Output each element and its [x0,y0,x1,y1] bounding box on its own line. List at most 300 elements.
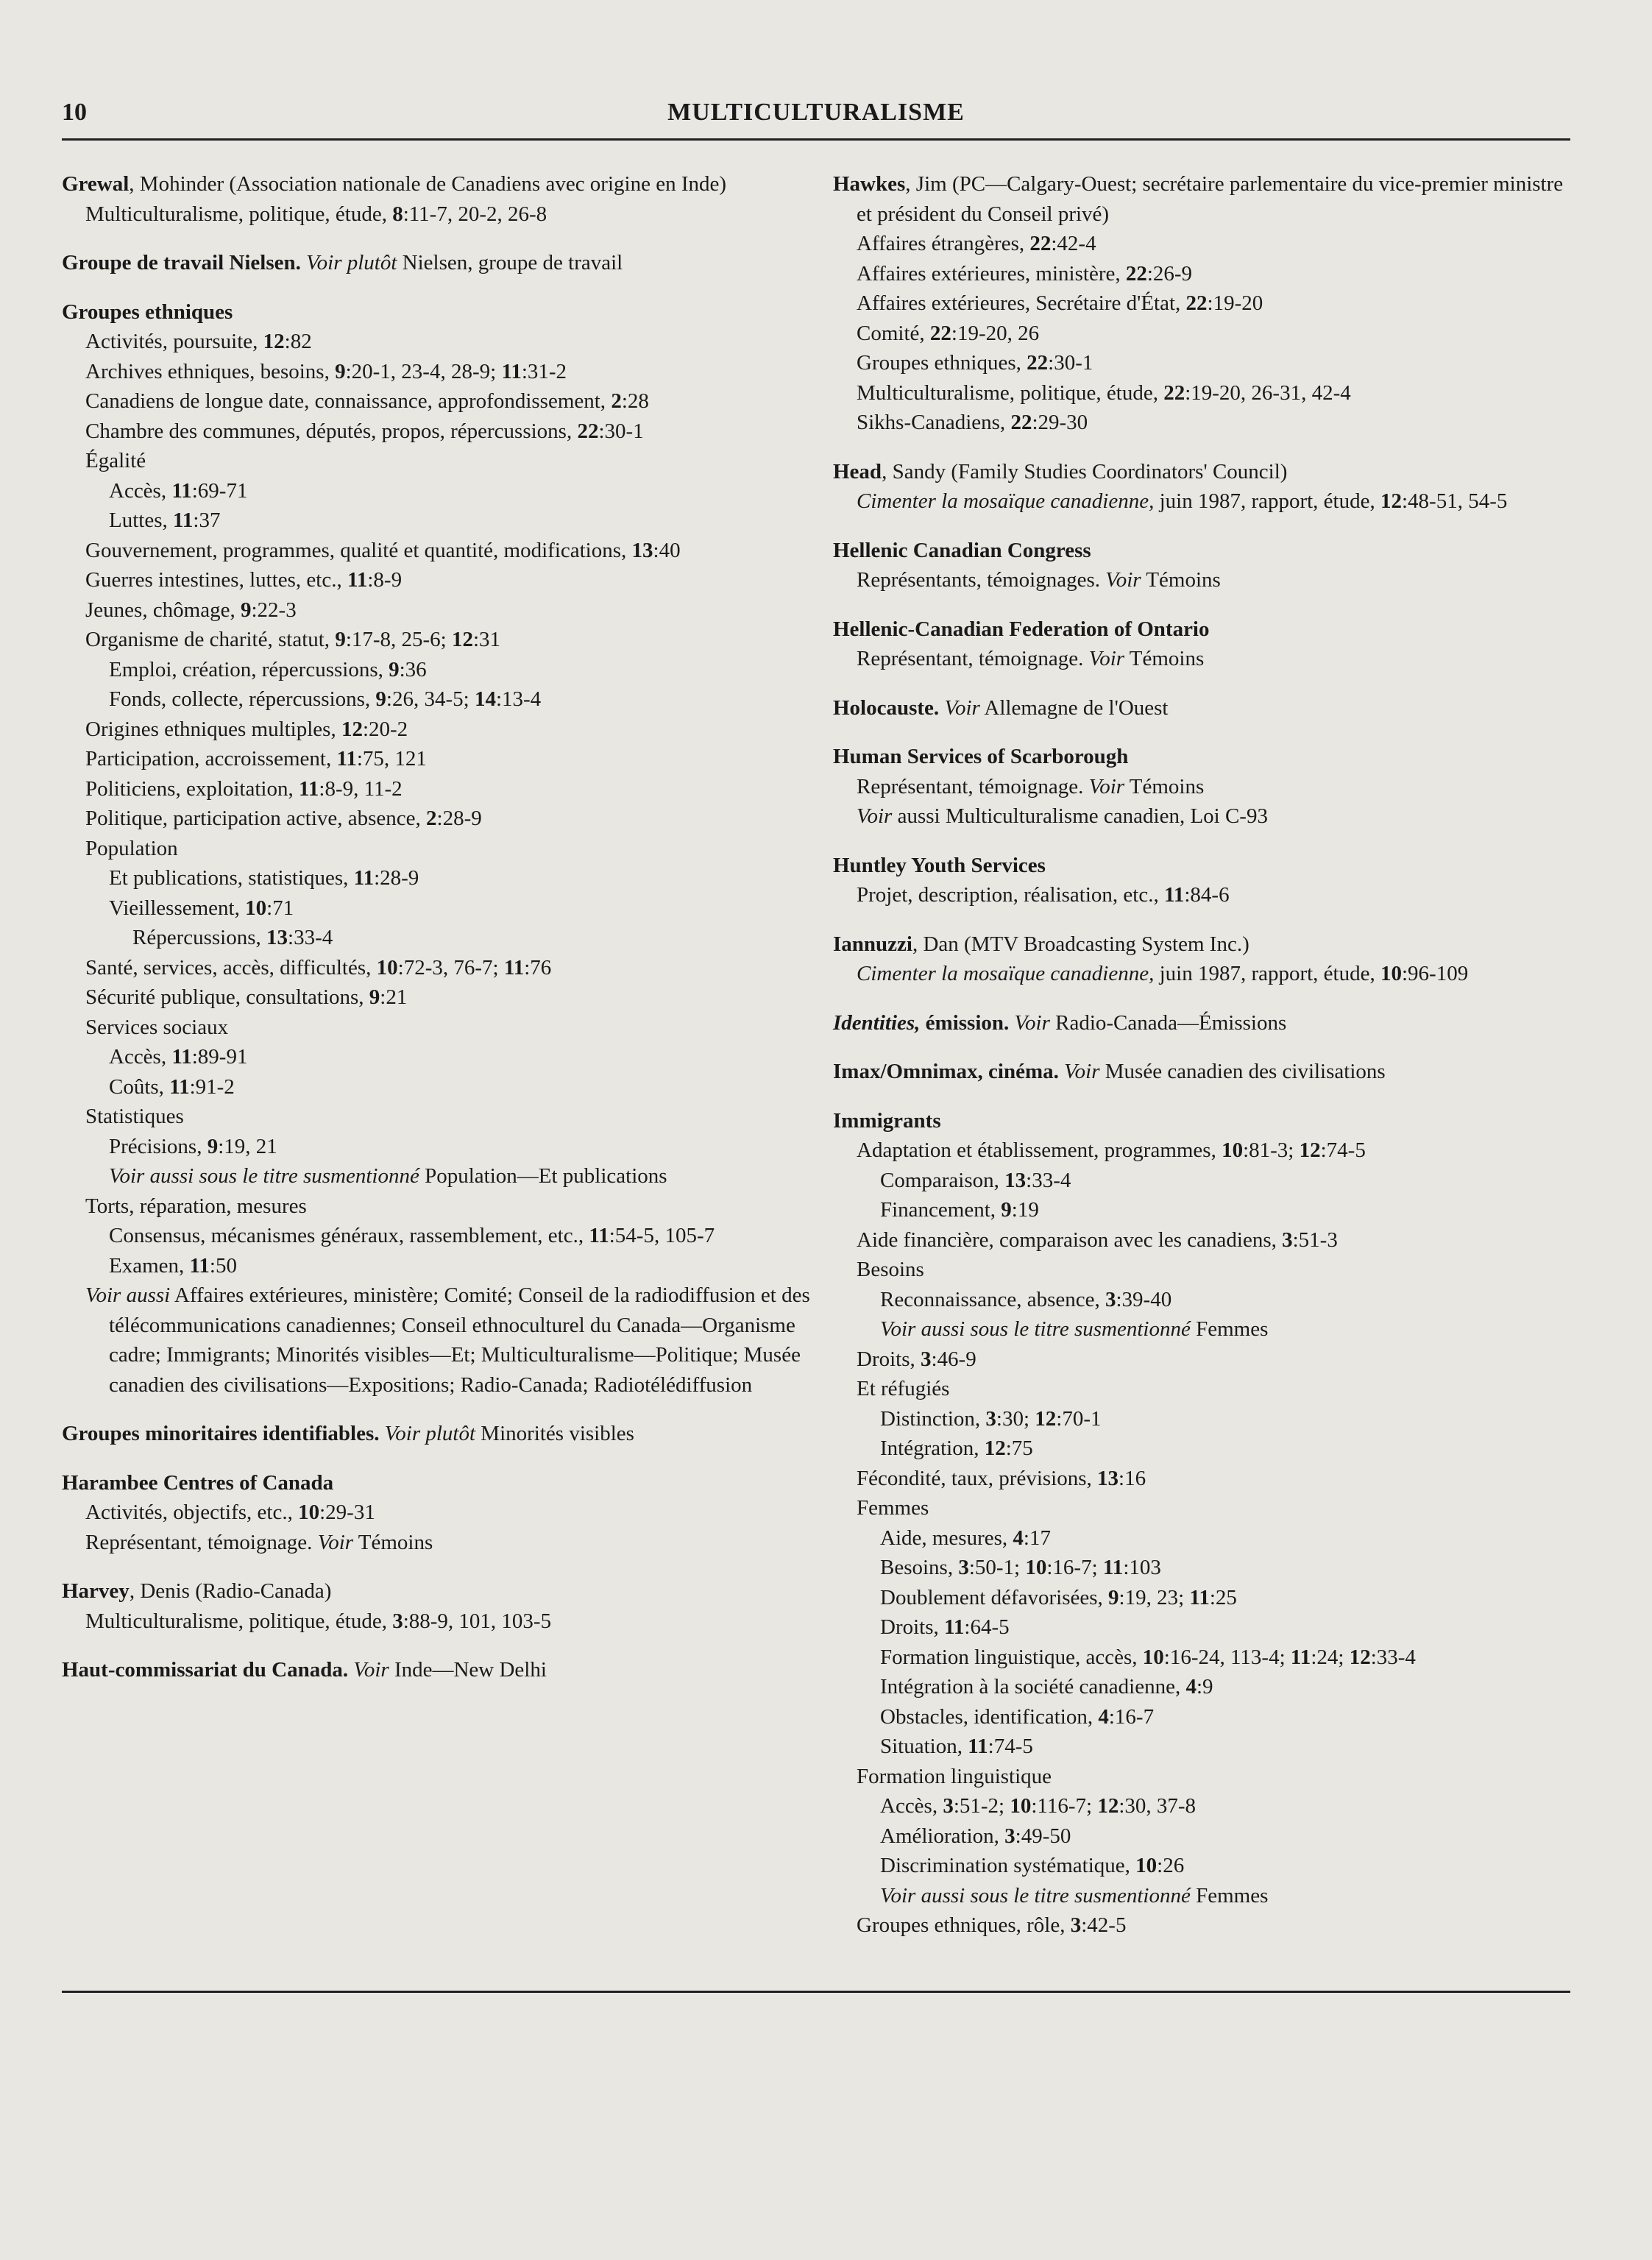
index-text: :20-1, 23-4, 28-9; [345,359,502,383]
index-text: Voir [1014,1010,1050,1035]
index-text: 8 [392,202,403,226]
index-text: 12 [1380,489,1402,513]
index-text: 9 [369,985,380,1009]
index-heading [833,1057,1576,1087]
index-subentry [85,1191,812,1222]
index-text: 9 [335,628,346,651]
index-text: Voir aussi sous le titre susmentionné [109,1164,419,1188]
index-subentry [880,1643,1576,1673]
index-text: Hellenic Canadian Congress [833,538,1091,562]
index-text: :33-4 [288,926,333,949]
index-text: Population [85,836,178,860]
index-text: Participation, accroissement, [85,747,337,771]
index-text: 22 [577,419,599,443]
index-text: :29-31 [319,1501,375,1524]
index-text: Musée canadien des civilisations [1099,1060,1386,1083]
index-text: Formation linguistique, accès, [880,1645,1143,1669]
index-text: Accès, [880,1794,943,1818]
index-subentry [85,386,812,417]
index-text: :48-51, 54-5 [1402,489,1508,513]
index-text: , Sandy (Family Studies Coordinators' Council) [882,459,1288,483]
index-text: Fonds, collecte, répercussions, [109,687,376,711]
index-text: Fécondité, taux, prévisions, [857,1466,1098,1490]
index-text: Holocauste. [833,695,945,720]
index-entry [833,693,1576,723]
index-text: Luttes, [109,509,173,532]
index-text: 11 [944,1615,965,1639]
index-text: Voir [1064,1060,1100,1083]
index-text: 10 [1025,1556,1047,1579]
index-heading [62,169,812,199]
index-text: Témoins [1124,647,1205,670]
index-heading [833,457,1576,487]
index-text: 11 [501,359,522,383]
index-text: :36 [399,657,427,681]
index-text: 13 [266,926,288,949]
index-text: Obstacles, identification, [880,1704,1099,1729]
index-text: Affaires étrangères, [857,232,1030,255]
index-subentry [880,1404,1576,1434]
index-subentry [857,1345,1576,1375]
index-heading [62,1576,812,1607]
index-text: Voir [944,695,980,720]
index-text: Comparaison, [880,1168,1005,1192]
index-text: Jeunes, chômage, [85,598,241,622]
index-text: Cimenter la mosaïque canadienne, [857,489,1155,513]
index-text: Sikhs-Canadiens, [857,411,1011,434]
index-text: :16 [1119,1466,1146,1490]
index-heading [62,248,812,278]
index-subentry [85,953,812,983]
index-heading [833,169,1576,229]
index-text: Hawkes [833,172,906,196]
index-heading [833,693,1576,723]
index-text: :69-71 [191,478,248,503]
index-subentry [109,1132,812,1162]
index-text: 11 [171,478,192,503]
index-text: 22 [1185,291,1208,315]
index-text: Activités, poursuite, [85,330,263,353]
index-subentry [880,1791,1576,1821]
index-text: 10 [1380,962,1402,985]
index-subentry [880,1702,1576,1732]
index-text: Précisions, [109,1134,208,1158]
index-text: :51-3 [1292,1228,1338,1252]
index-subentry [857,229,1576,259]
index-text: Iannuzzi [833,932,912,956]
index-subentry [85,357,812,387]
index-subentry [85,417,812,447]
index-subentry [109,1042,812,1072]
index-text: 9 [335,359,346,383]
index-text: 9 [389,657,400,681]
index-text: 2 [611,389,622,413]
index-subentry [85,199,812,230]
index-text: Organisme de charité, statut, [85,628,336,651]
index-subentry [857,772,1576,802]
index-text: Et réfugiés [857,1377,950,1400]
index-subentry [857,880,1576,910]
index-text: Immigrants [833,1108,941,1133]
index-text: :50-1; [968,1556,1026,1579]
index-text: , Denis (Radio-Canada) [129,1579,332,1603]
index-text: Voir aussi sous le titre susmentionné [880,1317,1191,1341]
index-entry [62,1655,812,1685]
index-text: 10 [1222,1138,1244,1162]
index-subentry [857,1374,1576,1404]
index-entry [833,536,1576,595]
index-text: 3 [1004,1824,1015,1848]
index-entry [833,457,1576,517]
index-subentry [85,446,812,476]
index-text: :13-4 [495,687,542,711]
index-text: Voir [1088,647,1125,670]
index-subentry [109,1161,812,1191]
index-subentry [85,327,812,357]
index-text: 9 [1001,1198,1012,1222]
index-subentry [85,1102,812,1132]
index-text: :8-9, 11-2 [319,776,403,801]
index-text: , Jim (PC—Calgary-Ouest; secrétaire parlementaire du vice-premier ministre et président du Conseil privé) [857,172,1564,226]
index-subentry [857,408,1576,438]
index-subentry [857,1464,1576,1494]
index-text: 3 [943,1794,954,1818]
index-text: :17 [1023,1526,1051,1550]
index-text: 14 [474,687,496,711]
index-subentry [85,1013,812,1043]
index-text: Doublement défavorisées, [880,1585,1109,1609]
index-subentry [857,801,1576,832]
index-text: Politique, participation active, absence, [85,807,427,830]
index-text: 22 [1125,261,1147,286]
index-text: :28-9 [374,866,419,890]
index-column-left [62,169,812,1704]
index-entry [62,1468,812,1558]
index-text: Et publications, statistiques, [109,866,354,890]
index-entry [62,1576,812,1636]
index-text: Besoins, [880,1556,959,1579]
index-entry [62,297,812,1400]
index-text: :75 [1005,1437,1033,1460]
index-entry [833,851,1576,910]
index-subentry [880,1553,1576,1583]
index-text: , Mohinder (Association nationale de Canadiens avec origine en Inde) [129,172,727,196]
index-text: Consensus, mécanismes généraux, rassemblement, etc., [109,1224,589,1247]
index-text: :37 [193,509,221,532]
index-text: Multiculturalisme, politique, étude, [85,1609,393,1633]
index-text: Représentant, témoignage. [857,647,1089,670]
index-subentry [109,1251,812,1281]
index-subentry [85,982,812,1013]
index-text: :19-20 [1207,291,1263,315]
index-text: Archives ethniques, besoins, [85,359,336,383]
index-text: 3 [1105,1287,1116,1311]
index-text: 10 [376,955,398,980]
index-text: Distinction, [880,1406,986,1431]
index-subentry [880,1612,1576,1643]
index-entry [62,169,812,229]
index-text: Voir [1105,568,1141,592]
index-text: :26, 34-5; [386,687,475,711]
index-text: Torts, réparation, mesures [85,1194,307,1218]
index-text: Voir aussi [85,1283,171,1307]
index-text: :33-4 [1370,1645,1416,1669]
index-text: 11 [171,1045,192,1069]
index-text: 11 [298,776,319,801]
index-heading [833,1008,1576,1038]
index-text: :30; [996,1406,1035,1431]
index-text: 12 [263,330,285,353]
index-text: Voir plutôt [306,251,397,274]
index-text: Multiculturalisme, politique, étude, [85,202,393,226]
index-text: 12 [1349,1645,1371,1669]
index-text: 4 [1185,1675,1197,1698]
index-subentry [857,959,1576,989]
index-subentry [880,1434,1576,1464]
index-text: Groupes ethniques [62,300,233,324]
index-subentry [85,595,812,626]
index-text: Radio-Canada—Émissions [1049,1010,1287,1035]
index-heading [62,1419,812,1449]
index-text: :26-9 [1146,261,1193,286]
index-text: Reconnaissance, absence, [880,1287,1105,1311]
index-text: Groupes ethniques, rôle, [857,1913,1071,1937]
index-text: :19-20, 26 [951,321,1040,345]
index-text: :75, 121 [356,747,427,771]
index-text: :30-1 [598,419,644,443]
index-text: :31-2 [521,359,567,383]
index-text: 10 [245,896,267,920]
index-text: :20-2 [362,717,408,741]
index-text: 11 [1102,1556,1124,1579]
index-text: :28 [621,389,649,413]
index-text: Hellenic-Canadian Federation of Ontario [833,617,1210,641]
index-text: Examen, [109,1253,190,1278]
index-subentry [109,1221,812,1251]
index-heading [833,614,1576,645]
index-text: 11 [336,747,357,771]
index-text: 22 [1163,380,1185,405]
index-text: 4 [1098,1704,1109,1729]
index-entry [833,1008,1576,1038]
index-text: :28-9 [436,807,482,830]
index-text: 13 [631,538,653,562]
index-text: :8-9 [367,568,403,592]
index-subentry [85,536,812,566]
index-heading [833,742,1576,772]
index-heading [62,1468,812,1498]
index-text: 3 [985,1406,996,1431]
index-subentry [85,834,812,864]
index-text: :50 [209,1253,237,1278]
index-text: Amélioration, [880,1824,1005,1848]
index-text: Discrimination systématique, [880,1854,1136,1877]
index-subentry [880,1732,1576,1762]
index-text: 11 [169,1074,190,1099]
index-text: 22 [929,321,951,345]
index-subentry [85,774,812,804]
index-text: Accès, [109,1045,172,1069]
index-text: Droits, [857,1347,921,1371]
index-text: Origines ethniques multiples, [85,717,341,741]
index-entry [62,1419,812,1449]
index-text: Voir aussi sous le titre susmentionné [880,1883,1191,1907]
index-subentry [880,1583,1576,1613]
index-subentry [880,1166,1576,1196]
index-subentry [85,1280,812,1400]
index-text: :19, 21 [218,1134,277,1158]
index-text: 11 [1189,1585,1210,1609]
index-subentry [85,715,812,745]
index-text: Population—Et publications [419,1164,667,1188]
index-text: Haut-commissariat du Canada. [62,1658,354,1682]
index-text: Besoins [857,1258,924,1281]
index-entry [833,929,1576,989]
index-column-right [833,169,1576,1960]
index-text: 13 [1004,1168,1027,1192]
index-text: :54-5, 105-7 [609,1224,715,1247]
index-subentry [85,744,812,774]
index-text: :33-4 [1026,1168,1071,1192]
index-text: Accès, [109,478,172,503]
index-text: Human Services of Scarborough [833,745,1129,768]
index-text: :26 [1157,1854,1185,1877]
index-text: :81-3; [1243,1138,1300,1162]
index-text: 10 [1135,1854,1158,1877]
index-text: Inde—New Delhi [389,1658,547,1682]
index-text: Femmes [857,1496,929,1520]
index-text: 2 [426,807,437,830]
index-text: Égalité [85,449,146,472]
footer-rule [62,1991,1570,1993]
index-subentry [857,259,1576,289]
index-text: Répercussions, [132,926,267,949]
index-text: :74-5 [988,1735,1033,1758]
index-text: Services sociaux [85,1015,229,1039]
index-subentry [85,1498,812,1528]
index-subentry [857,1255,1576,1285]
index-text: Financement, [880,1198,1002,1222]
index-text: :49-50 [1015,1824,1071,1848]
index-heading [833,851,1576,881]
index-text: 3 [1282,1228,1293,1252]
page-number: 10 [62,99,87,126]
index-text: Activités, objectifs, etc., [85,1501,299,1524]
index-text: :84-6 [1184,883,1230,907]
index-text: :88-9, 101, 103-5 [403,1609,552,1633]
index-text: :11-7, 20-2, 26-8 [403,202,547,226]
index-text: Nielsen, groupe de travail [397,251,623,274]
index-text: 10 [1010,1794,1032,1818]
index-text: 4 [1013,1526,1024,1550]
index-text: Affaires extérieures, Secrétaire d'État, [857,291,1186,315]
index-subentry [85,804,812,834]
index-subentry [132,923,812,953]
index-text: :42-5 [1081,1913,1127,1937]
index-subentry [85,625,812,655]
index-text: Voir plutôt [384,1422,476,1445]
index-text: Huntley Youth Services [833,853,1046,877]
index-text: :76 [524,955,552,980]
index-text: 22 [1027,351,1049,375]
index-entry [833,742,1576,832]
index-text: Canadiens de longue date, connaissance, approfondissement, [85,389,611,413]
index-text: :17-8, 25-6; [345,628,452,651]
index-heading [833,536,1576,566]
index-subentry [880,1881,1576,1911]
index-text: Santé, services, accès, difficultés, [85,955,377,980]
index-text: Aide financière, comparaison avec les canadiens, [857,1228,1283,1252]
index-text: :42-4 [1051,232,1096,255]
index-text: 12 [1097,1794,1119,1818]
index-text: :103 [1123,1556,1161,1579]
index-text: 11 [589,1224,609,1247]
index-text: 12 [1035,1406,1057,1431]
index-text: :29-30 [1032,411,1088,434]
index-text: 22 [1029,232,1052,255]
index-text: :24; [1311,1645,1350,1669]
index-text: 12 [1299,1138,1321,1162]
index-text: 11 [1163,883,1185,907]
index-text: :16-7; [1046,1556,1103,1579]
index-text: Voir [1088,774,1125,798]
index-text: :19-20, 26-31, 42-4 [1185,380,1351,405]
index-text: aussi Multiculturalisme canadien, Loi C-93 [892,804,1268,828]
index-subentry [857,1225,1576,1255]
index-subentry [109,1072,812,1102]
index-text: 12 [452,628,473,651]
index-text: juin 1987, rapport, étude, [1154,489,1380,513]
index-text: 11 [968,1735,988,1758]
index-text: Adaptation et établissement, programmes, [857,1138,1222,1162]
index-subentry [109,893,812,924]
index-text: Harvey [62,1579,130,1603]
index-text: Voir [353,1658,389,1682]
index-entry [833,1106,1576,1941]
index-text: Imax/Omnimax, cinéma. [833,1060,1065,1083]
index-text: Sécurité publique, consultations, [85,985,369,1009]
index-text: 10 [298,1501,320,1524]
index-subentry [85,565,812,595]
index-heading [62,297,812,327]
index-text: Situation, [880,1735,968,1758]
index-text: 3 [921,1347,932,1371]
index-text: :16-7 [1108,1704,1155,1729]
index-text: :71 [266,896,294,920]
index-text: Représentant, témoignage. [85,1530,318,1554]
index-text: :89-91 [191,1045,248,1069]
index-text: Chambre des communes, députés, propos, répercussions, [85,419,578,443]
index-subentry [857,319,1576,349]
index-text: Multiculturalisme, politique, étude, [857,380,1164,405]
index-text: Femmes [1190,1317,1269,1341]
index-subentry [880,1672,1576,1702]
index-text: :116-7; [1031,1794,1098,1818]
index-text: Coûts, [109,1074,170,1099]
index-text: Affaires extérieures, ministère; Comité; Conseil de la radiodiffusion et des télécommunications canadiennes; Conseil ethnoculturel du Canada—Organisme cadre; Immigrants; Minorités visibles—Et; Multiculturalisme—Politique; Musée canadien des civilisations—Expositions; Radio-Canada; Radiotélédiffusion [109,1283,810,1397]
index-text: :30, 37-8 [1119,1794,1197,1818]
index-text: Politiciens, exploitation, [85,776,299,801]
index-text: Allemagne de l'Ouest [979,695,1169,720]
index-heading [62,1655,812,1685]
index-subentry [109,476,812,506]
index-text: Head [833,459,882,483]
index-text: Témoins [353,1530,433,1554]
index-text: Emploi, création, répercussions, [109,657,389,681]
index-subentry [857,644,1576,674]
index-text: Droits, [880,1615,944,1639]
index-text: Cimenter la mosaïque canadienne, [857,962,1155,985]
